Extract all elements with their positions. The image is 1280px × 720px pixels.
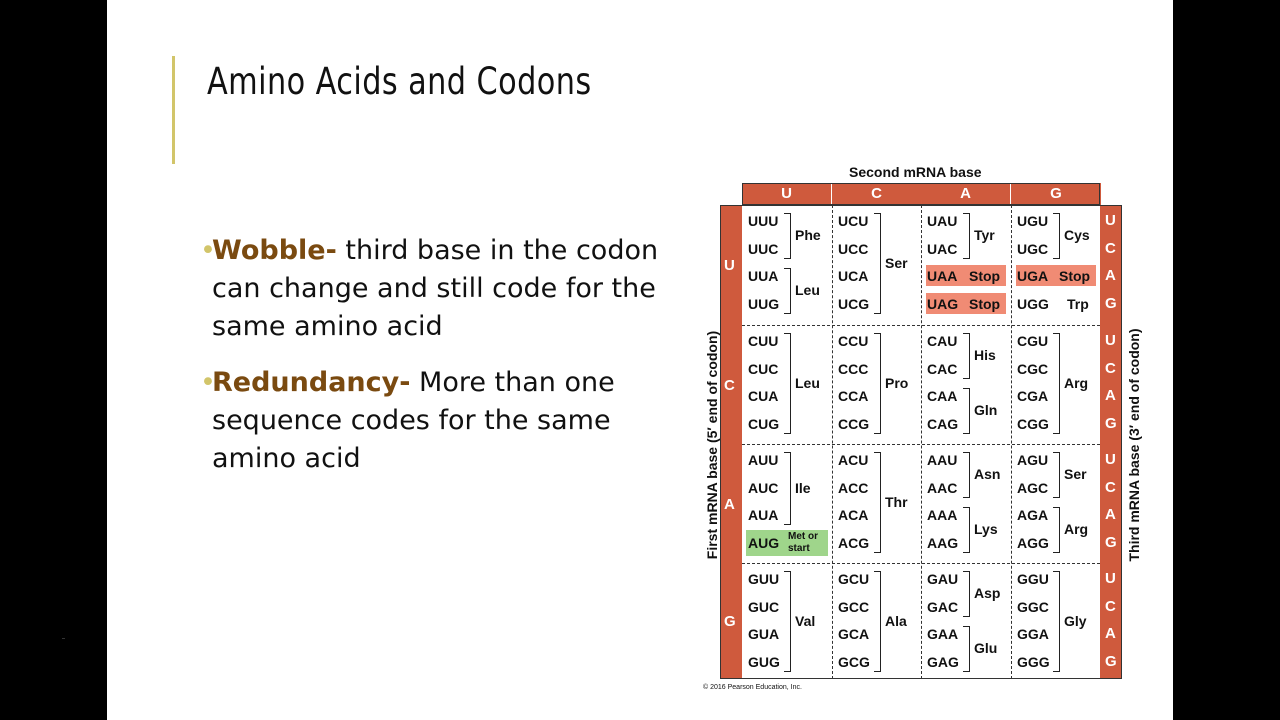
amino-acid-label: Leu (795, 374, 820, 391)
codon: CUG (748, 416, 780, 432)
codon: AGG (1017, 535, 1049, 551)
start-label: start (788, 543, 810, 554)
codon: GAA (927, 626, 959, 642)
third-base-G: G (1105, 295, 1117, 312)
amino-acid-label: Cys (1064, 227, 1090, 243)
header-border (742, 183, 1100, 205)
third-base-C: C (1105, 598, 1116, 615)
codon: CGC (1017, 361, 1049, 377)
codon: CCU (838, 333, 869, 349)
codon: AGC (1017, 480, 1049, 496)
column-divider (1011, 205, 1012, 679)
codon: UCU (838, 213, 869, 229)
codon: UAC (927, 241, 958, 257)
codon: UCA (838, 268, 869, 284)
bracket (963, 571, 970, 617)
codon: GGU (1017, 571, 1049, 587)
third-base-U: U (1105, 212, 1116, 229)
bullet-text: More than one sequence codes for the same amino acid (212, 367, 615, 474)
start-label: Met or (788, 531, 818, 542)
bullet-wobble (200, 232, 690, 346)
bracket (963, 507, 970, 553)
bracket (784, 333, 791, 434)
codon: CGA (1017, 388, 1049, 404)
copyright-note: © 2016 Pearson Education, Inc. (703, 684, 802, 691)
codon: GUC (748, 599, 780, 615)
codon: GUU (748, 571, 780, 587)
codon: GGC (1017, 599, 1049, 615)
bracket (874, 333, 881, 434)
bracket (963, 452, 970, 498)
codon: AGU (1017, 452, 1049, 468)
amino-acid-label: Arg (1064, 521, 1089, 537)
codon: AAU (927, 452, 958, 468)
codon: UUC (748, 241, 779, 257)
bracket (784, 571, 791, 672)
bracket (1053, 507, 1060, 553)
codon: ACC (838, 480, 869, 496)
bullet-redundancy (200, 364, 690, 478)
third-base-U: U (1105, 570, 1116, 587)
codon: GAC (927, 599, 959, 615)
title-accent-bar (172, 56, 175, 164)
codon: UGA (1017, 268, 1049, 284)
bracket (874, 213, 881, 314)
second-base-A: A (921, 183, 1010, 205)
right-axis-label: Third mRNA base (3′ end of codon) (1126, 328, 1142, 562)
bracket (784, 268, 791, 314)
codon: CUU (748, 333, 779, 349)
amino-acid-label: His (974, 347, 996, 363)
codon: AUU (748, 452, 779, 468)
codon: ACU (838, 452, 869, 468)
amino-acid-label: Gln (974, 402, 998, 418)
codon: CUA (748, 388, 779, 404)
codon: ACG (838, 535, 870, 551)
third-base-U: U (1105, 451, 1116, 468)
amino-acid-label: Asn (974, 466, 1001, 482)
amino-acid-label: Ser (1064, 466, 1087, 482)
bracket (963, 213, 970, 259)
codon: UCG (838, 296, 870, 312)
second-base-U: U (742, 183, 831, 205)
codon: GAU (927, 571, 959, 587)
bracket (1053, 333, 1060, 434)
stop-label: Stop (969, 268, 1001, 284)
bracket (1053, 213, 1060, 259)
codon: CGG (1017, 416, 1049, 432)
third-base-C: C (1105, 479, 1116, 496)
codon: UUU (748, 213, 779, 229)
first-base-C: C (724, 376, 735, 394)
codon: UAU (927, 213, 958, 229)
amino-acid-label: Lys (974, 521, 998, 537)
bracket (963, 333, 970, 379)
amino-acid-label: Val (795, 612, 816, 629)
codon: GCG (838, 654, 870, 670)
third-base-A: A (1105, 506, 1116, 523)
left-axis-label: First mRNA base (5′ end of codon) (704, 330, 720, 560)
column-divider (921, 205, 922, 679)
bullet-term: Redundancy- (212, 367, 411, 398)
first-base-A: A (724, 495, 735, 513)
codon: AUA (748, 507, 779, 523)
bullet-text: third base in the codon can change and still code for the same amino acid (212, 235, 659, 342)
codon: AAG (927, 535, 959, 551)
codon: CAC (927, 361, 958, 377)
codon: GCC (838, 599, 870, 615)
codon: UCC (838, 241, 869, 257)
codon: AAC (927, 480, 958, 496)
codon: AUC (748, 480, 779, 496)
amino-acid-label: Thr (885, 493, 908, 510)
amino-acid-label: Pro (885, 374, 909, 391)
amino-acid-label: Ser (885, 254, 908, 271)
bracket (1053, 571, 1060, 672)
row-divider (742, 325, 1100, 326)
bracket (963, 626, 970, 672)
third-base-A: A (1105, 387, 1116, 404)
first-base-G: G (724, 613, 736, 630)
codon: ACA (838, 507, 869, 523)
amino-acid-label: Tyr (974, 227, 995, 243)
amino-acid-label: Ile (795, 479, 811, 496)
codon: UGG (1017, 296, 1049, 312)
codon: GGA (1017, 626, 1049, 642)
column-divider (832, 205, 833, 679)
amino-acid-label: Arg (1064, 374, 1089, 391)
codon: AGA (1017, 507, 1049, 523)
amino-acid-label: Gly (1064, 612, 1087, 629)
codon: GCU (838, 571, 870, 587)
codon: CCA (838, 388, 869, 404)
third-base-G: G (1105, 653, 1117, 670)
amino-acid-label: Phe (795, 227, 821, 243)
bracket (874, 452, 881, 553)
second-base-G: G (1011, 183, 1101, 205)
amino-acid-label: Leu (795, 282, 820, 298)
first-base-U: U (724, 257, 735, 274)
amino-acid-label: Trp (1067, 296, 1089, 312)
amino-acid-label: Glu (974, 640, 998, 656)
corner-mark (62, 638, 65, 639)
amino-acid-label: Ala (885, 612, 907, 629)
bracket (1053, 452, 1060, 498)
codon: CCG (838, 416, 870, 432)
bracket (874, 571, 881, 672)
codon: GUA (748, 626, 780, 642)
third-base-G: G (1105, 534, 1117, 551)
amino-acid-label: Asp (974, 585, 1001, 601)
bullet-dot: • (200, 367, 216, 398)
second-base-C: C (832, 183, 921, 205)
codon: AAA (927, 507, 958, 523)
codon: CAA (927, 388, 958, 404)
codon: UGU (1017, 213, 1049, 229)
stop-label: Stop (1059, 268, 1091, 284)
codon: GGG (1017, 654, 1050, 670)
third-base-U: U (1105, 332, 1116, 349)
slide-title: Amino Acids and Codons (207, 60, 592, 103)
top-axis-label: Second mRNA base (849, 164, 982, 180)
third-base-C: C (1105, 360, 1116, 377)
codon: CAG (927, 416, 959, 432)
stop-label: Stop (969, 296, 1001, 312)
codon: UUG (748, 296, 780, 312)
codon: CAU (927, 333, 958, 349)
codon: AUG (748, 535, 780, 551)
codon: UAG (927, 296, 959, 312)
codon: CGU (1017, 333, 1049, 349)
codon: GCA (838, 626, 870, 642)
bullet-term: Wobble- (212, 235, 337, 266)
bullet-list (200, 232, 690, 496)
third-base-A: A (1105, 267, 1116, 284)
codon: CCC (838, 361, 869, 377)
bracket (963, 388, 970, 434)
row-divider (742, 563, 1100, 564)
codon: UAA (927, 268, 958, 284)
bracket (784, 452, 791, 525)
bullet-dot: • (200, 235, 216, 266)
codon: CUC (748, 361, 779, 377)
third-base-A: A (1105, 625, 1116, 642)
codon: GUG (748, 654, 780, 670)
codon: GAG (927, 654, 959, 670)
row-divider (742, 444, 1100, 445)
codon: UUA (748, 268, 779, 284)
third-base-C: C (1105, 240, 1116, 257)
codon: UGC (1017, 241, 1049, 257)
bracket (784, 213, 791, 259)
third-base-G: G (1105, 415, 1117, 432)
